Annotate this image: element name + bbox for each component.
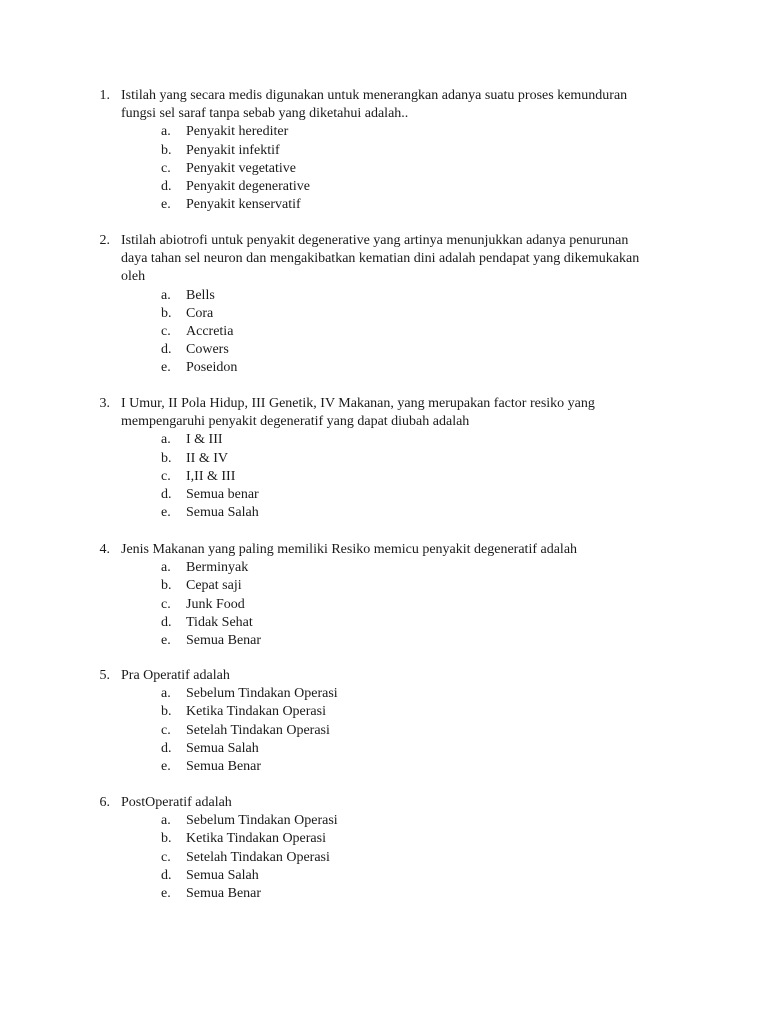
- option-letter: d.: [161, 178, 172, 194]
- option-letter: c.: [161, 722, 171, 738]
- question-text: Pra Operatif adalah: [121, 668, 230, 683]
- option-c: [0, 323, 768, 341]
- option-text: Semua benar: [186, 486, 259, 502]
- option-letter: e.: [161, 885, 171, 901]
- option-text: Sebelum Tindakan Operasi: [186, 686, 338, 702]
- question-text: Istilah abiotrofi untuk penyakit degenerative yang artinya menunjukkan adanya penurunan daya tahan sel neuron dan mengakibatkan kematian dini adalah pendapat yang dikemukakan oleh: [121, 233, 640, 285]
- question-text: Jenis Makanan yang paling memiliki Resiko memicu penyakit degeneratif adalah: [121, 542, 578, 557]
- option-c: [0, 468, 768, 486]
- option-list: [0, 685, 768, 776]
- option-letter: a.: [161, 813, 171, 829]
- option-c: [0, 722, 768, 740]
- option-text: Tidak Sehat: [186, 614, 253, 630]
- option-text: Semua Salah: [186, 867, 259, 883]
- option-e: [0, 359, 768, 377]
- option-letter: a.: [161, 560, 171, 576]
- option-d: [0, 867, 768, 885]
- option-text: Semua Benar: [186, 632, 262, 648]
- option-text: Setelah Tindakan Operasi: [186, 849, 330, 865]
- question-text: I Umur, II Pola Hidup, III Genetik, IV Makanan, yang merupakan factor resiko yang mempengaruhi penyakit degeneratif yang dapat diubah adalah: [121, 396, 595, 430]
- option-b: [0, 142, 768, 160]
- option-a: [0, 287, 768, 305]
- option-e: [0, 504, 768, 522]
- option-b: [0, 305, 768, 323]
- option-list: [0, 812, 768, 903]
- option-letter: b.: [161, 142, 172, 158]
- question-number: 5.: [99, 668, 110, 683]
- option-list: [0, 559, 768, 650]
- question-number: 1.: [99, 88, 110, 103]
- option-letter: c.: [161, 596, 171, 612]
- option-letter: c.: [161, 849, 171, 865]
- option-d: [0, 341, 768, 359]
- option-c: [0, 849, 768, 867]
- option-text: Cepat saji: [186, 578, 242, 594]
- option-letter: b.: [161, 305, 172, 321]
- option-text: Semua Benar: [186, 758, 262, 774]
- option-letter: b.: [161, 831, 172, 847]
- option-a: [0, 559, 768, 577]
- option-letter: c.: [161, 160, 171, 176]
- option-text: I & III: [186, 432, 223, 448]
- option-d: [0, 614, 768, 632]
- option-e: [0, 758, 768, 776]
- option-text: Penyakit vegetative: [186, 160, 297, 176]
- option-d: [0, 740, 768, 758]
- option-text: Cowers: [186, 342, 229, 358]
- option-text: Semua Salah: [186, 505, 259, 521]
- option-letter: d.: [161, 486, 172, 502]
- question-text: Istilah yang secara medis digunakan untuk menerangkan adanya suatu proses kemunduran fungsi sel saraf tanpa sebab yang diketahui adalah..: [121, 88, 628, 122]
- question-text: PostOperatif adalah: [121, 795, 232, 810]
- option-list: [0, 123, 768, 214]
- option-text: Poseidon: [186, 360, 238, 376]
- option-a: [0, 123, 768, 141]
- option-text: Ketika Tindakan Operasi: [186, 704, 326, 720]
- option-a: [0, 812, 768, 830]
- option-text: Penyakit kenservatif: [186, 197, 301, 213]
- option-letter: a.: [161, 432, 171, 448]
- question-number: 6.: [99, 795, 110, 810]
- question-number: 4.: [99, 542, 110, 557]
- option-letter: b.: [161, 704, 172, 720]
- question-number: 2.: [99, 233, 110, 248]
- option-b: [0, 450, 768, 468]
- option-letter: e.: [161, 197, 171, 213]
- option-c: [0, 160, 768, 178]
- option-text: I,II & III: [186, 468, 236, 484]
- option-letter: d.: [161, 342, 172, 358]
- option-e: [0, 632, 768, 650]
- option-c: [0, 596, 768, 614]
- option-text: Penyakit herediter: [186, 124, 289, 140]
- option-text: Ketika Tindakan Operasi: [186, 831, 326, 847]
- option-letter: d.: [161, 614, 172, 630]
- option-list: [0, 431, 768, 522]
- option-text: Sebelum Tindakan Operasi: [186, 813, 338, 829]
- option-text: Semua Salah: [186, 740, 259, 756]
- option-text: Junk Food: [186, 596, 245, 612]
- option-letter: e.: [161, 632, 171, 648]
- option-letter: a.: [161, 124, 171, 140]
- question-number: 3.: [99, 396, 110, 411]
- option-letter: b.: [161, 578, 172, 594]
- option-letter: e.: [161, 360, 171, 376]
- option-list: [0, 287, 768, 378]
- option-text: Accretia: [186, 323, 234, 339]
- option-letter: e.: [161, 505, 171, 521]
- option-e: [0, 196, 768, 214]
- option-d: [0, 178, 768, 196]
- option-b: [0, 830, 768, 848]
- option-text: Cora: [186, 305, 214, 321]
- option-letter: b.: [161, 450, 172, 466]
- option-letter: a.: [161, 287, 171, 303]
- option-letter: d.: [161, 867, 172, 883]
- option-d: [0, 486, 768, 504]
- option-b: [0, 703, 768, 721]
- option-text: Berminyak: [186, 560, 249, 576]
- option-text: Setelah Tindakan Operasi: [186, 722, 330, 738]
- option-a: [0, 685, 768, 703]
- option-letter: e.: [161, 758, 171, 774]
- option-text: Semua Benar: [186, 885, 262, 901]
- option-letter: d.: [161, 740, 172, 756]
- option-text: II & IV: [186, 450, 228, 466]
- option-letter: c.: [161, 323, 171, 339]
- option-e: [0, 885, 768, 903]
- option-letter: a.: [161, 686, 171, 702]
- option-b: [0, 577, 768, 595]
- option-text: Penyakit infektif: [186, 142, 280, 158]
- option-text: Penyakit degenerative: [186, 178, 311, 194]
- option-text: Bells: [186, 287, 215, 303]
- option-letter: c.: [161, 468, 171, 484]
- option-a: [0, 431, 768, 449]
